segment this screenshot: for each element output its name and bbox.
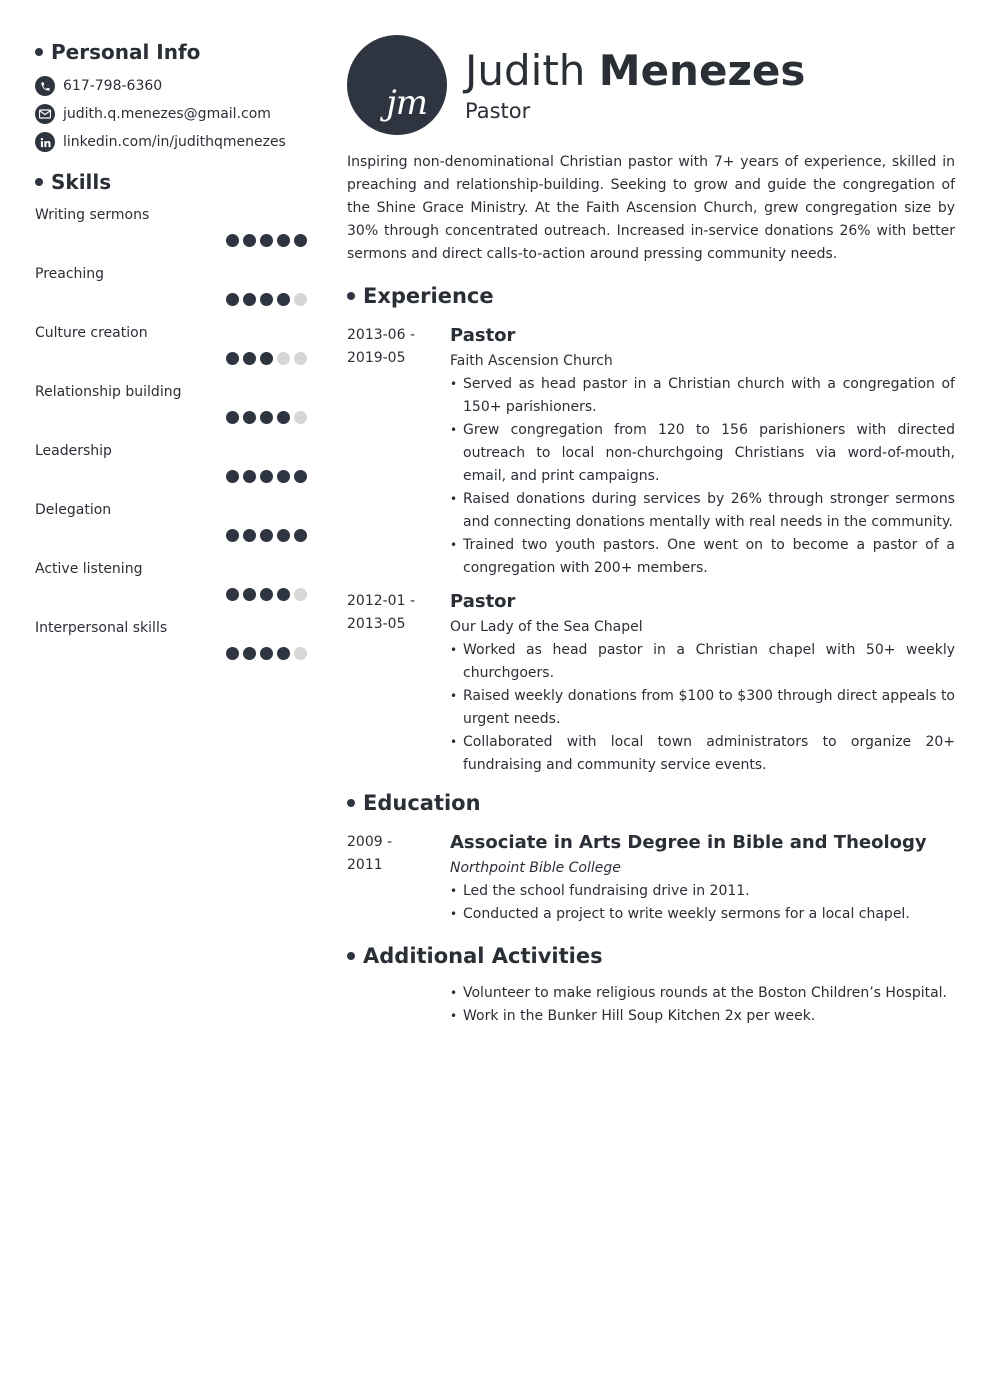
resume-header <box>347 35 955 135</box>
skill-name: Writing sermons <box>35 207 150 223</box>
heading-bullet-icon <box>35 178 43 186</box>
rating-dot-filled <box>294 234 307 247</box>
entry-role: Pastor <box>450 325 516 346</box>
entry-organization: Our Lady of the Sea Chapel <box>450 619 643 635</box>
education-title: Education <box>363 791 481 815</box>
skill-rating <box>226 352 307 365</box>
rating-dot-filled <box>226 293 239 306</box>
bullet-item: • Work in the Bunker Hill Soup Kitchen 2x per week. <box>450 1005 955 1028</box>
rating-dot-filled <box>226 411 239 424</box>
email-text[interactable]: judith.q.menezes@gmail.com <box>63 106 271 122</box>
entry-date <box>347 588 450 777</box>
bullet-item: • Collaborated with local town administrators to organize 20+ fundraising and community service events. <box>450 731 955 777</box>
skill-rating <box>226 588 307 601</box>
activities-entry <box>347 982 955 1028</box>
rating-dot-empty <box>277 352 290 365</box>
sidebar <box>35 36 307 676</box>
name-block <box>465 47 805 123</box>
heading-bullet-icon <box>35 48 43 56</box>
rating-dot-filled <box>277 529 290 542</box>
phone-icon <box>35 76 55 96</box>
rating-dot-filled <box>226 234 239 247</box>
bullet-item: • Trained two youth pastors. One went on to become a pastor of a congregation with 200+ members. <box>450 534 955 580</box>
bullet-item: • Volunteer to make religious rounds at the Boston Children’s Hospital. <box>450 982 955 1005</box>
bullet-item: • Led the school fundraising drive in 2011. <box>450 880 955 903</box>
last-name: Menezes <box>598 45 806 95</box>
education-heading <box>347 787 955 819</box>
entry-date <box>347 322 450 580</box>
rating-dot-filled <box>243 411 256 424</box>
personal-info-title: Personal Info <box>51 40 201 64</box>
skill-rating <box>226 529 307 542</box>
skill-rating <box>226 293 307 306</box>
entry-bullets <box>450 639 955 777</box>
rating-dot-empty <box>294 293 307 306</box>
activities-title: Additional Activities <box>363 944 603 968</box>
entry-organization: Faith Ascension Church <box>450 353 613 369</box>
monogram-avatar <box>347 35 447 135</box>
rating-dot-filled <box>243 470 256 483</box>
contact-list <box>35 72 307 156</box>
entry-body <box>450 829 955 926</box>
entry-role: Pastor <box>450 591 516 612</box>
rating-dot-filled <box>260 647 273 660</box>
bullet-item: • Served as head pastor in a Christian church with a congregation of 150+ parishioners. <box>450 373 955 419</box>
job-title: Pastor <box>465 99 531 124</box>
skill-name: Interpersonal skills <box>35 620 168 636</box>
contact-phone <box>35 72 307 100</box>
skill-item <box>35 322 307 381</box>
skill-item <box>35 440 307 499</box>
rating-dot-filled <box>277 588 290 601</box>
entry-date <box>347 829 450 926</box>
bullet-item: • Raised donations during services by 26% through stronger sermons and connecting donations mentally with real needs in the community. <box>450 488 955 534</box>
rating-dot-filled <box>277 647 290 660</box>
bullet-item: • Worked as head pastor in a Christian chapel with 50+ weekly churchgoers. <box>450 639 955 685</box>
date-start: 2013-06 - <box>347 327 415 343</box>
rating-dot-empty <box>294 588 307 601</box>
entry-date-empty <box>347 982 450 1028</box>
date-end: 2013-05 <box>347 616 406 632</box>
email-icon <box>35 104 55 124</box>
rating-dot-filled <box>294 470 307 483</box>
rating-dot-filled <box>226 647 239 660</box>
rating-dot-filled <box>243 234 256 247</box>
experience-heading <box>347 280 955 312</box>
entry-body <box>450 982 955 1028</box>
date-start: 2009 - <box>347 834 393 850</box>
skill-name: Culture creation <box>35 325 148 341</box>
skill-name: Leadership <box>35 443 112 459</box>
rating-dot-filled <box>243 588 256 601</box>
activities-bullets <box>450 982 955 1028</box>
entry-bullets <box>450 373 955 580</box>
education-entry <box>347 829 955 926</box>
rating-dot-filled <box>243 529 256 542</box>
skill-list <box>35 204 307 676</box>
heading-bullet-icon <box>347 952 355 960</box>
skill-rating <box>226 470 307 483</box>
bullet-item: • Raised weekly donations from $100 to $300 through direct appeals to urgent needs. <box>450 685 955 731</box>
skill-item <box>35 263 307 322</box>
rating-dot-empty <box>294 647 307 660</box>
rating-dot-filled <box>243 647 256 660</box>
bullet-item: • Grew congregation from 120 to 156 parishioners with directed outreach to local non-churchgoing Christians via word-of-mouth, email, and print campaigns. <box>450 419 955 488</box>
entry-body <box>450 588 955 777</box>
personal-info-heading <box>35 36 307 68</box>
phone-text[interactable]: 617-798-6360 <box>63 78 163 94</box>
rating-dot-filled <box>243 293 256 306</box>
date-end: 2011 <box>347 857 383 873</box>
rating-dot-filled <box>260 352 273 365</box>
linkedin-text[interactable]: linkedin.com/in/judithqmenezes <box>63 134 286 150</box>
rating-dot-filled <box>260 411 273 424</box>
rating-dot-filled <box>277 411 290 424</box>
skills-title: Skills <box>51 170 112 194</box>
bullet-item: • Conducted a project to write weekly sermons for a local chapel. <box>450 903 955 926</box>
skill-rating <box>226 234 307 247</box>
skill-name: Active listening <box>35 561 143 577</box>
rating-dot-empty <box>294 352 307 365</box>
rating-dot-filled <box>277 234 290 247</box>
skill-rating <box>226 411 307 424</box>
skill-item <box>35 617 307 676</box>
rating-dot-filled <box>260 293 273 306</box>
rating-dot-filled <box>260 470 273 483</box>
rating-dot-filled <box>294 529 307 542</box>
rating-dot-filled <box>226 470 239 483</box>
entry-bullets <box>450 880 955 926</box>
contact-linkedin <box>35 128 307 156</box>
heading-bullet-icon <box>347 292 355 300</box>
entry-school: Northpoint Bible College <box>450 860 621 876</box>
skills-heading <box>35 166 307 198</box>
monogram-initials: jm <box>386 83 427 123</box>
rating-dot-filled <box>226 529 239 542</box>
skill-name: Relationship building <box>35 384 182 400</box>
entry-degree: Associate in Arts Degree in Bible and Theology <box>450 832 927 853</box>
skill-rating <box>226 647 307 660</box>
rating-dot-filled <box>260 234 273 247</box>
rating-dot-filled <box>226 588 239 601</box>
first-name: Judith <box>465 45 586 95</box>
rating-dot-filled <box>260 588 273 601</box>
contact-email <box>35 100 307 128</box>
heading-bullet-icon <box>347 799 355 807</box>
activities-heading <box>347 940 955 972</box>
date-start: 2012-01 - <box>347 593 415 609</box>
main-content <box>347 35 955 1028</box>
rating-dot-filled <box>226 352 239 365</box>
skill-item <box>35 499 307 558</box>
skill-item <box>35 381 307 440</box>
rating-dot-empty <box>294 411 307 424</box>
entry-body <box>450 322 955 580</box>
rating-dot-filled <box>277 470 290 483</box>
rating-dot-filled <box>260 529 273 542</box>
summary-paragraph: Inspiring non-denominational Christian pastor with 7+ years of experience, skilled in preaching and relationship-building. Seeking to grow and guide the congregation of the Shine Grace Ministry. At the Faith Ascension Church, grew congregation size by 30% through concentrated outreach. Increased in-service donations 26% with better sermons and direct calls-to-action around pressing community needs. <box>347 154 955 262</box>
rating-dot-filled <box>243 352 256 365</box>
skill-name: Delegation <box>35 502 112 518</box>
linkedin-icon <box>35 132 55 152</box>
rating-dot-filled <box>277 293 290 306</box>
experience-entry <box>347 588 955 777</box>
experience-entry <box>347 322 955 580</box>
skill-item <box>35 558 307 617</box>
skill-name: Preaching <box>35 266 105 282</box>
experience-title: Experience <box>363 284 494 308</box>
date-end: 2019-05 <box>347 350 406 366</box>
full-name <box>465 47 805 95</box>
skill-item <box>35 204 307 263</box>
